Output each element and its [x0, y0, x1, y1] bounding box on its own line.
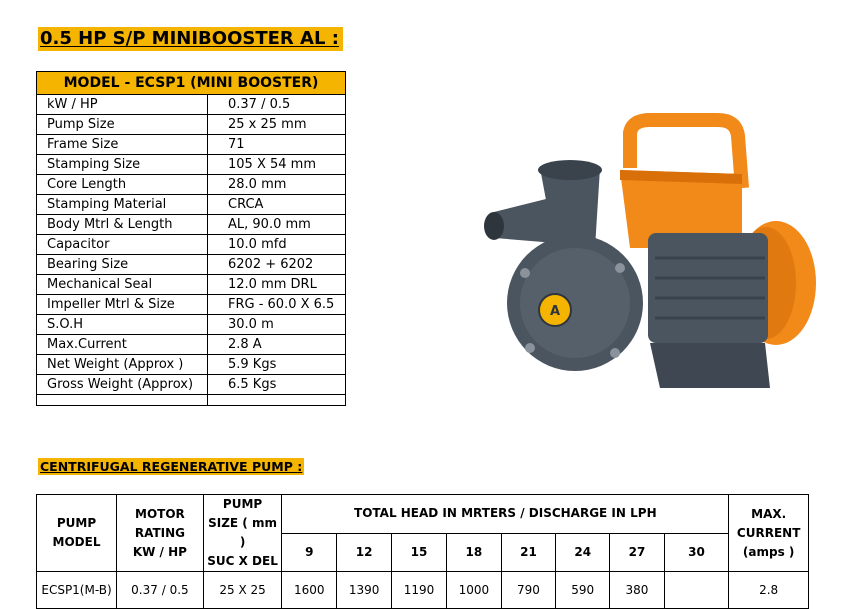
cell-discharge: 590 [556, 572, 610, 609]
head-value: 15 [392, 533, 447, 572]
header-total-head: TOTAL HEAD IN MRTERS / DISCHARGE IN LPH [282, 495, 729, 534]
spec-value: 28.0 mm [208, 175, 346, 195]
spec-value: 6.5 Kgs [208, 375, 346, 395]
spec-key: Gross Weight (Approx) [37, 375, 208, 395]
spec-row [37, 375, 346, 395]
spec-value: 2.8 A [208, 335, 346, 355]
spec-key: Max.Current [37, 335, 208, 355]
spec-key: kW / HP [37, 95, 208, 115]
spec-key: Impeller Mtrl & Size [37, 295, 208, 315]
performance-table [36, 494, 809, 609]
head-value: 9 [282, 533, 337, 572]
head-value: 24 [556, 533, 610, 572]
head-value: 27 [610, 533, 664, 572]
page-title: 0.5 HP S/P MINIBOOSTER AL : [38, 27, 343, 51]
spec-key: Body Mtrl & Length [37, 215, 208, 235]
spec-value: 25 x 25 mm [208, 115, 346, 135]
spec-table [36, 71, 346, 406]
spec-key: Stamping Material [37, 195, 208, 215]
spec-row [37, 115, 346, 135]
cell-discharge: 1190 [392, 572, 447, 609]
spec-table-body [37, 95, 346, 406]
head-value: 21 [501, 533, 555, 572]
spec-row [37, 195, 346, 215]
cell-discharge: 790 [501, 572, 555, 609]
spec-row [37, 295, 346, 315]
spec-key: Stamping Size [37, 155, 208, 175]
spec-key: S.O.H [37, 315, 208, 335]
cell-discharge: 1390 [337, 572, 392, 609]
spec-row-spacer [37, 395, 346, 406]
section-title: CENTRIFUGAL REGENERATIVE PUMP : [40, 459, 303, 474]
spec-value: AL, 90.0 mm [208, 215, 346, 235]
head-value: 18 [446, 533, 501, 572]
spec-row [37, 135, 346, 155]
pump-photo-icon [480, 98, 820, 393]
table-row [37, 572, 809, 609]
spec-value: 6202 + 6202 [208, 255, 346, 275]
spec-key: Bearing Size [37, 255, 208, 275]
spec-row [37, 155, 346, 175]
cell-discharge: 1000 [446, 572, 501, 609]
spec-row [37, 255, 346, 275]
spec-value: FRG - 60.0 X 6.5 [208, 295, 346, 315]
spec-key: Capacitor [37, 235, 208, 255]
svg-text:A: A [549, 304, 561, 319]
spec-row [37, 315, 346, 335]
spec-row [37, 335, 346, 355]
cell-discharge: 380 [610, 572, 664, 609]
spec-value: CRCA [208, 195, 346, 215]
cell-discharge [664, 572, 729, 609]
spec-key: Frame Size [37, 135, 208, 155]
spec-key: Mechanical Seal [37, 275, 208, 295]
spec-table-header: MODEL - ECSP1 (MINI BOOSTER) [37, 72, 346, 95]
spec-row [37, 355, 346, 375]
spec-value: 5.9 Kgs [208, 355, 346, 375]
header-pump-size: PUMP SIZE ( mm ) SUC X DEL [203, 495, 282, 572]
head-value: 12 [337, 533, 392, 572]
cell-current: 2.8 [729, 572, 809, 609]
cell-discharge: 1600 [282, 572, 337, 609]
spec-key: Core Length [37, 175, 208, 195]
spec-key: Net Weight (Approx ) [37, 355, 208, 375]
spec-row [37, 235, 346, 255]
spec-value: 71 [208, 135, 346, 155]
spec-value: 12.0 mm DRL [208, 275, 346, 295]
cell-rating: 0.37 / 0.5 [117, 572, 204, 609]
spec-value: 105 X 54 mm [208, 155, 346, 175]
spec-value: 0.37 / 0.5 [208, 95, 346, 115]
spec-row [37, 275, 346, 295]
head-value: 30 [664, 533, 729, 572]
spec-row [37, 95, 346, 115]
cell-size: 25 X 25 [203, 572, 282, 609]
spec-value: 30.0 m [208, 315, 346, 335]
spec-key: Pump Size [37, 115, 208, 135]
spec-row [37, 175, 346, 195]
header-motor-rating: MOTOR RATING KW / HP [117, 495, 204, 572]
spec-value: 10.0 mfd [208, 235, 346, 255]
header-pump-model: PUMP MODEL [37, 495, 117, 572]
cell-model: ECSP1(M-B) [37, 572, 117, 609]
header-max-current: MAX. CURRENT (amps ) [729, 495, 809, 572]
spec-row [37, 215, 346, 235]
